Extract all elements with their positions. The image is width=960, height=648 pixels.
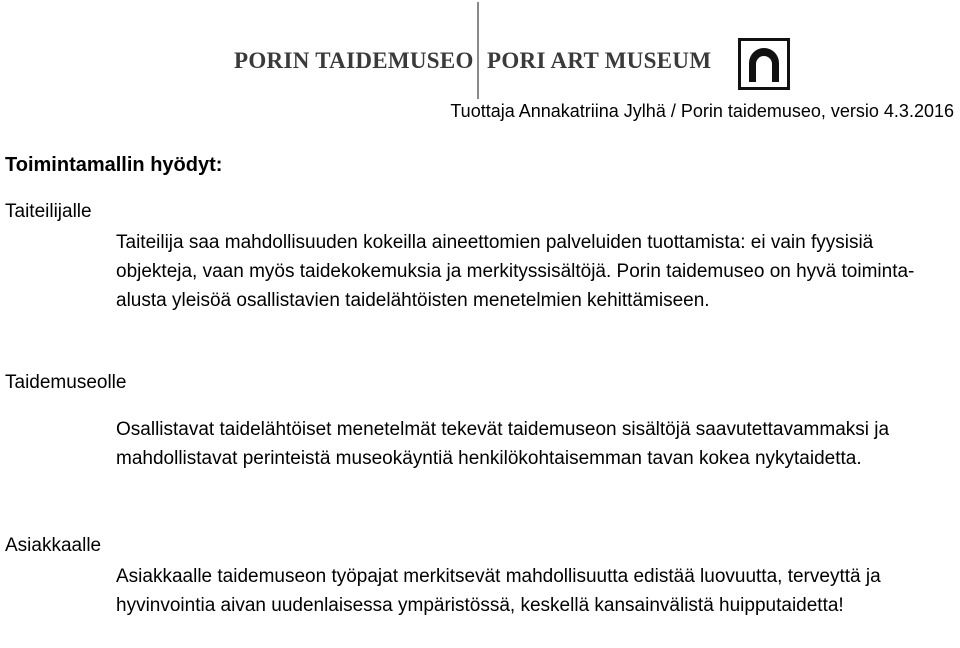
page-title: Toimintamallin hyödyt: xyxy=(5,154,223,176)
section-text-taiteilijalle: Taiteilija saa mahdollisuuden kokeilla aineettomien palveluiden tuottamista: ei vain fyysisiä objekteja, vaan myös taidekokemuksia ja merkityssisältöjä. Porin taidemuseo on hyvä toiminta-alusta yleisöä osallistavien taidelähtöisten menetelmien kehittämiseen. xyxy=(116,232,915,311)
logo-text-finnish: PORIN TAIDEMUSEO xyxy=(234,48,474,73)
logo-text-english: PORI ART MUSEUM xyxy=(487,48,712,73)
museum-arch-icon xyxy=(738,38,790,90)
section-text-asiakkaalle: Asiakkaalle taidemuseon työpajat merkitsevät mahdollisuutta edistää luovuutta, terveyttä ja hyvinvointia aivan uudenlaisessa ympäristössä, keskellä kansainvälistä huipputaidetta! xyxy=(116,566,881,616)
credit-line: Tuottaja Annakatriina Jylhä / Porin taidemuseo, versio 4.3.2016 xyxy=(450,101,954,121)
section-text-taidemuseolle: Osallistavat taidelähtöiset menetelmät tekevät taidemuseon sisältöjä saavutettavammaksi ja mahdollistavat perinteistä museokäyntiä henkilökohtaisemman tavan kokea nykytaidetta. xyxy=(116,419,890,469)
section-label-asiakkaalle: Asiakkaalle xyxy=(5,535,102,556)
section-label-taidemuseolle: Taidemuseolle xyxy=(5,372,127,393)
logo-divider xyxy=(477,2,479,99)
section-label-taiteilijalle: Taiteilijalle xyxy=(5,201,92,222)
